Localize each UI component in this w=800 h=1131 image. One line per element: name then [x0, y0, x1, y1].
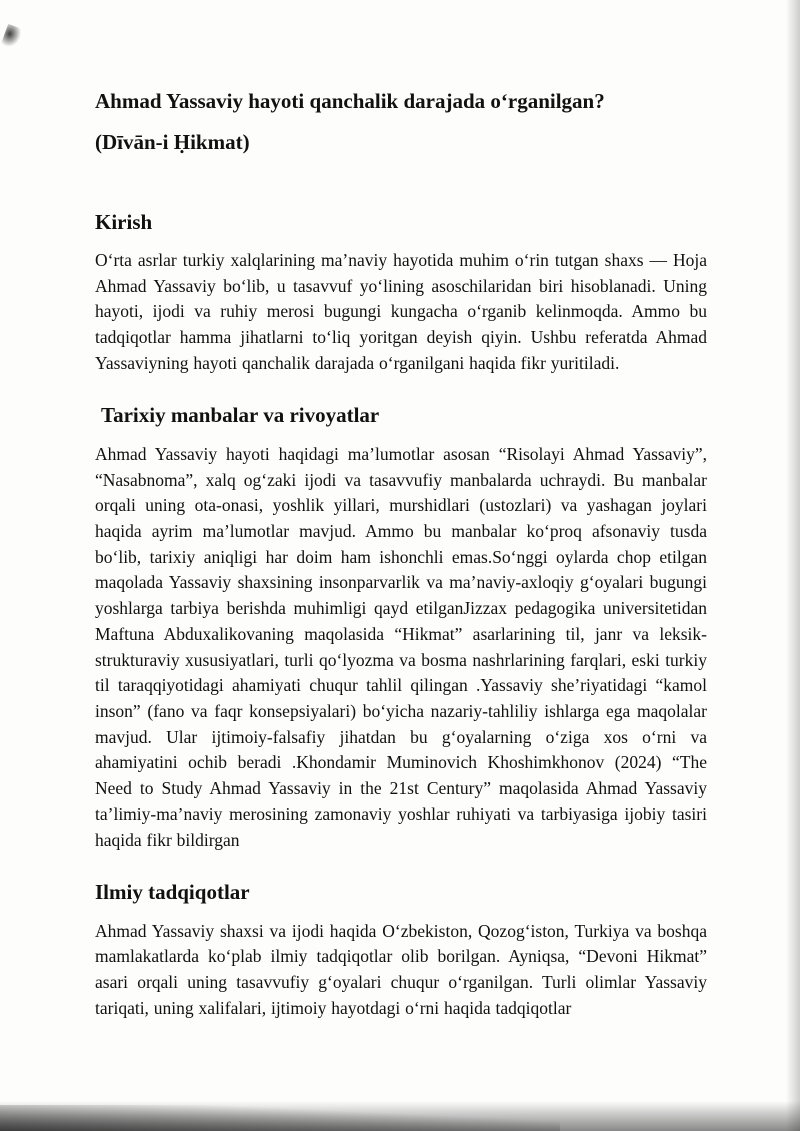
section-ilmiy-tadqiqotlar: [95, 879, 707, 1021]
section-body-kirish: O‘rta asrlar turkiy xalqlarining ma’naviy hayotida muhim o‘rin tutgan shaxs — Hoja Ahmad Yassaviy bo‘lib, u tasavvuf yo‘lining asoschilaridan biri hisoblanadi. Uning hayoti, ijodi va ruhiy merosi bugungi kungacha o‘rganib kelinmoqda. Ammo bu tadqiqotlar hamma jihatlarni to‘liq yoritgan deyish qiyin. Ushbu referatda Ahmad Yassaviyning hayoti qanchalik darajada o‘rganilgani haqida fikr yuritiladi.: [95, 249, 707, 373]
section-body-ilmiy-tadqiqotlar: Ahmad Yassaviy shaxsi va ijodi haqida O‘zbekiston, Qozog‘iston, Turkiya va boshqa mamlakatlarda ko‘plab ilmiy tadqiqotlar olib borilgan. Ayniqsa, “Devoni Hikmat” asari orqali uning tasavvufiy g‘oyalari chuqur o‘rganilgan. Turli olimlar Yassaviy tariqati, uning xalifalari, ijtimoiy hayotdagi o‘rni haqida tadqiqotlar: [95, 920, 707, 1018]
page-corner-smudge: [1, 24, 24, 50]
section-tarixiy-manbalar: [95, 402, 707, 853]
section-kirish: [95, 209, 707, 377]
section-heading-kirish: Kirish: [95, 209, 153, 234]
page-edge-shadow-right: [786, 0, 800, 1131]
section-heading-ilmiy-tadqiqotlar: Ilmiy tadqiqotlar: [95, 880, 250, 905]
document-content: [95, 88, 707, 1031]
section-body-tarixiy-manbalar: Ahmad Yassaviy hayoti haqidagi ma’lumotlar asosan “Risolayi Ahmad Yassaviy”, “Nasabnoma”, xalq og‘zaki ijodi va tasavvufiy manbalarda uchraydi. Bu manbalar orqali uning ota-onasi, yoshlik yillari, murshidlari (ustozlari) va yashagan joylari haqida ayrim ma’lumotlar mavjud. Ammo bu manbalar ko‘proq afsonaviy tusda bo‘lib, tarixiy aniqligi har doim ham ishonchli emas.So‘nggi oylarda chop etilgan maqolada Yassaviy shaxsining insonparvarlik va ma’naviy-axloqiy g‘oyalari bugungi yoshlarga tarbiya berishda muhimligi qayd etilganJizzax pedagogika universitetidan Maftuna Abduxalikovaning maqolasida “Hikmat” asarlarining til, janr va leksik-strukturaviy xususiyatlari, turli qo‘lyozma va bosma nashrlarining farqlari, eski turkiy til taraqqiyotidagi ahamiyati chuqur tahlil qilingan .Yassaviy she’riyatidagi “kamol inson” (fano va faqr konsepsiyalari) bo‘yicha nazariy-tahliliy ishlarga ega maqolalar mavjud. Ular ijtimoiy-falsafiy jihatdan bu g‘oyalarning o‘ziga xos o‘rni va ahamiyatini ochib beradi .Khondamir Muminovich Khoshimkhonov (2024) “The Need to Study Ahmad Yassaviy in the 21st Century” maqolasida Ahmad Yassaviy ta’limiy-ma’naviy merosining zamonaviy yoshlar ruhiyati va tarbiyasiga ijobiy tasiri haqida fikr bildirgan: [95, 443, 707, 850]
page-title: Ahmad Yassaviy hayoti qanchalik darajada o‘rganilgan?: [95, 89, 605, 113]
page-edge-shadow-bottom-left: [0, 1105, 560, 1131]
page-edge-shadow-bottom: [0, 1101, 800, 1131]
page-subtitle: (Dīvān-i Ḥikmat): [95, 130, 250, 155]
section-heading-tarixiy-manbalar: Tarixiy manbalar va rivoyatlar: [101, 403, 380, 428]
